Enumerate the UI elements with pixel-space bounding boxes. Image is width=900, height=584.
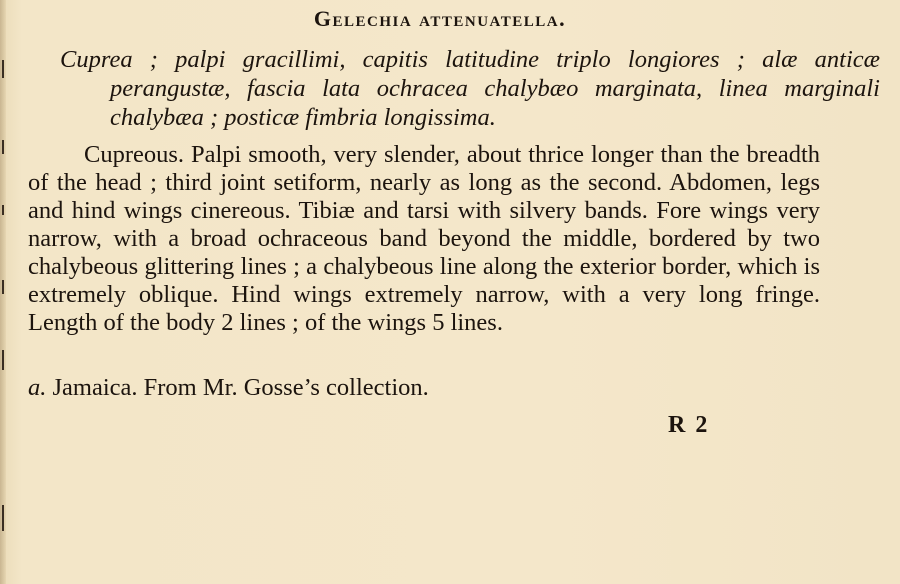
gutter-mark (2, 280, 4, 294)
gutter-mark (2, 205, 4, 215)
species-title: Gelechia attenuatella. (313, 6, 567, 31)
page-gutter (0, 0, 6, 584)
gutter-mark (2, 350, 4, 370)
gutter-mark (2, 140, 4, 154)
latin-diagnosis: Cuprea ; palpi gracillimi, capitis latitudine triplo longiores ; alæ anticæ perangustæ, fascia lata ochracea chalybæo marginata, linea marginali chalybæa ; posticæ fimbria longissima. (60, 46, 880, 131)
gutter-mark (2, 60, 4, 78)
gutter-mark (2, 505, 4, 531)
specimen-record (28, 374, 429, 402)
specimen-text: Jamaica. From Mr. Gosse’s collection. (46, 374, 429, 401)
signature-mark: R 2 (668, 412, 710, 438)
species-description: Cupreous. Palpi smooth, very slender, about thrice longer than the breadth of the head ; third joint setiform, nearly as long as the second. Abdomen, legs and hind wings cinereous. Tibiæ and tarsi with silvery bands. Fore wings very narrow, with a broad ochraceous band beyond the middle, bordered by two chalybeous glittering lines ; a chalybeous line along the exterior border, which is extremely oblique. Hind wings extremely narrow, with a very long fringe. Length of the body 2 lines ; of the wings 5 lines. (28, 141, 820, 336)
specimen-letter: a. (28, 374, 47, 401)
